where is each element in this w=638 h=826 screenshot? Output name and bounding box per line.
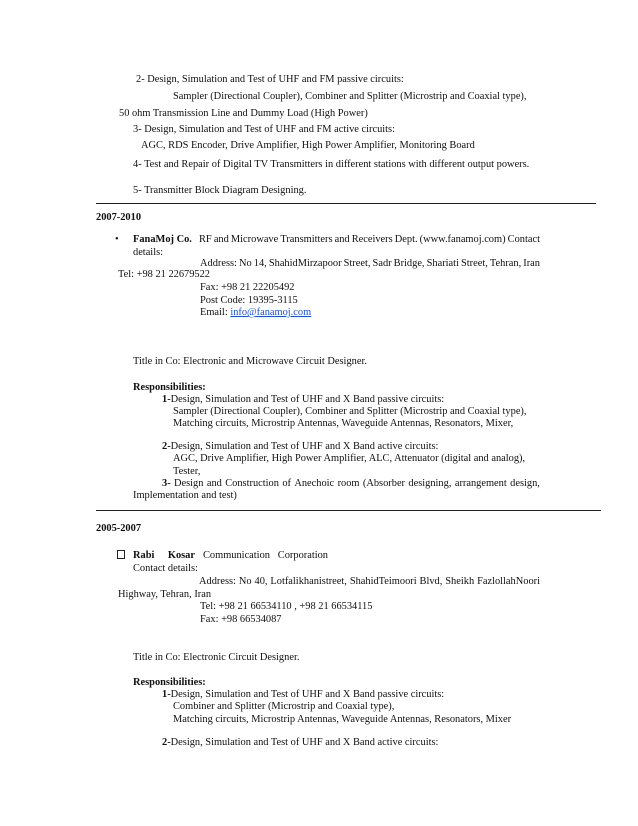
job-1-fax: Fax: +98 21 22205492 [200, 282, 295, 293]
job-1-resp-1-detail-2: Matching circuits, Microstrip Antennas, Waveguide Antennas, Resonators, Mixer, [173, 418, 514, 429]
word: Address: [200, 258, 237, 269]
job-1-responsibilities-heading: Responsibilities: [133, 382, 206, 393]
word: Sadr [372, 258, 392, 269]
word: of [282, 478, 291, 489]
word: ShahidTeimoori [349, 576, 417, 587]
word: Rabi [133, 550, 155, 561]
word: Transmitters [280, 234, 333, 245]
word: and [334, 234, 350, 245]
job-1-resp-1-detail: Sampler (Directional Coupler), Combiner and Splitter (Microstrip and Coaxial type), [173, 406, 527, 417]
word: (Absorber [362, 478, 406, 489]
section-divider [96, 203, 596, 204]
job-2-fax: Fax: +98 66534087 [200, 614, 282, 625]
word: RF [199, 234, 212, 245]
email-link[interactable]: info@fanamoj.com [230, 307, 312, 318]
job-1-resp-3 [174, 478, 540, 490]
item-2-detail: Sampler (Directional Coupler), Combiner and Splitter (Microstrip and Coaxial type), [173, 91, 527, 102]
word: 14, [253, 258, 267, 269]
word: Shariati [426, 258, 459, 269]
word: No [238, 576, 252, 587]
job-1-address [200, 258, 540, 270]
word: Sheikh [445, 576, 475, 587]
job-1-resp-3-cont: Implementation and test) [133, 490, 237, 501]
word: No [239, 258, 252, 269]
job-2-years: 2005-2007 [96, 523, 142, 534]
job-1-tel: Tel: +98 21 22679522 [118, 269, 211, 280]
job-1-resp-1: 1-Design, Simulation and Test of UHF and X Band passive circuits: [162, 394, 445, 405]
job-2-resp-1-detail: Combiner and Splitter (Microstrip and Coaxial type), [173, 701, 395, 712]
word: ShahidMirzapoor [268, 258, 342, 269]
word: Lotfalikhanistreet, [270, 576, 347, 587]
job-1-department [199, 234, 540, 246]
job-1-email [200, 307, 311, 319]
item-2-detail-2: 50 ohm Transmission Line and Dummy Load (High Power) [119, 108, 368, 119]
job-1-title: Title in Co: Electronic and Microwave Circuit Designer. [133, 356, 367, 367]
word: room [337, 478, 360, 489]
job-2-tel: Tel: +98 21 66534110 , +98 21 66534115 [200, 601, 373, 612]
job-2-title: Title in Co: Electronic Circuit Designer. [133, 652, 300, 663]
job-1-details-label: details: [133, 247, 164, 258]
section-divider-2 [96, 510, 601, 511]
job-2-address-cont: Highway, Tehran, Iran [118, 589, 212, 600]
job-2-resp-1-detail-2: Matching circuits, Microstrip Antennas, Waveguide Antennas, Resonators, Mixer [173, 714, 512, 725]
word: and [213, 234, 229, 245]
word: Tehran, [489, 258, 522, 269]
word: arrangement [454, 478, 507, 489]
item-4: 4- Test and Repair of Digital TV Transmitters in different stations with different output powers. [133, 159, 530, 170]
job-2-contact-label: Contact details: [133, 563, 198, 574]
job-2-responsibilities-heading: Responsibilities: [133, 677, 206, 688]
word: (www.fanamoj.com) [419, 234, 506, 245]
word: Microwave [230, 234, 279, 245]
word: Contact [507, 234, 540, 245]
item-3-detail: AGC, RDS Encoder, Drive Amplifier, High Power Amplifier, Monitoring Board [141, 140, 475, 151]
word: Dept. [394, 234, 418, 245]
item-2: 2- Design, Simulation and Test of UHF and FM passive circuits: [136, 74, 404, 85]
job-1-resp-2-detail: AGC, Drive Amplifier, High Power Amplifier, ALC, Attenuator (digital and analog), [173, 453, 526, 464]
item-5: 5- Transmitter Block Diagram Designing. [133, 185, 307, 196]
word: Kosar [167, 550, 195, 561]
job-2-resp-1: 1-Design, Simulation and Test of UHF and X Band passive circuits: [162, 689, 445, 700]
word: Street, [461, 258, 488, 269]
word: Street, [343, 258, 371, 269]
email-label: Email: [200, 307, 231, 318]
bullet: • [115, 234, 119, 245]
job-1-post-code: Post Code: 19395-3115 [200, 295, 298, 306]
word: Receivers [351, 234, 393, 245]
word: Construction [225, 478, 279, 489]
word: design, [510, 478, 540, 489]
word: Iran [523, 258, 540, 269]
job-1-resp-2: 2-Design, Simulation and Test of UHF and X Band active circuits: [162, 441, 439, 452]
word: Address: [199, 576, 236, 587]
job-1-resp-2-detail-2: Tester, [173, 466, 201, 477]
word: designing, [408, 478, 452, 489]
word: Anechoic [294, 478, 335, 489]
job-1-resp-3-num: 3- [162, 478, 171, 489]
job-1-company: FanaMoj Co. [133, 234, 192, 245]
item-3: 3- Design, Simulation and Test of UHF and FM active circuits: [133, 124, 395, 135]
word: Design [174, 478, 204, 489]
word: Blvd, [419, 576, 443, 587]
job-2-address [199, 576, 540, 588]
square-bullet-icon [117, 550, 125, 559]
job-2-company-type [203, 550, 328, 562]
word: Communication [203, 550, 270, 561]
job-2-company-name [133, 550, 195, 562]
job-1-years: 2007-2010 [96, 212, 142, 223]
word: and [206, 478, 222, 489]
word: Bridge, [393, 258, 425, 269]
job-2-resp-2: 2-Design, Simulation and Test of UHF and X Band active circuits: [162, 737, 439, 748]
word: Corporation [277, 550, 328, 561]
word: 40, [254, 576, 268, 587]
word: FazlollahNoori [477, 576, 540, 587]
